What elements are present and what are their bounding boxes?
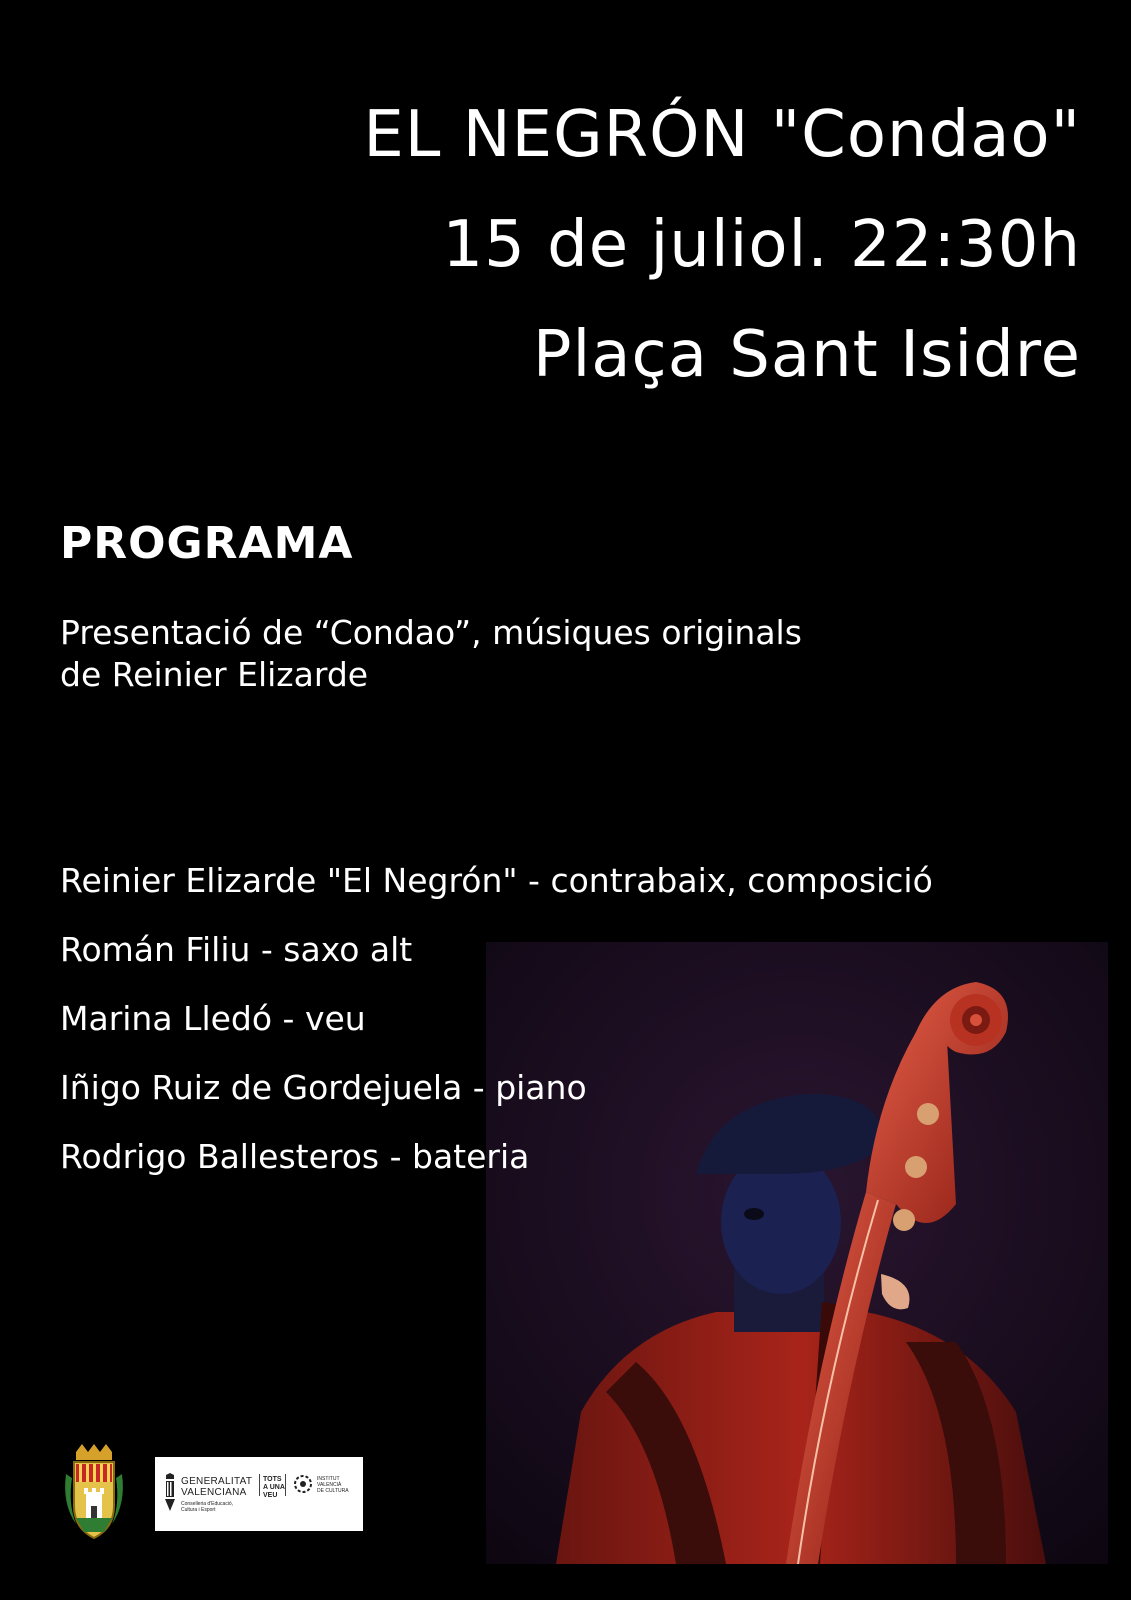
town-crest-icon xyxy=(58,1444,130,1544)
musician-list xyxy=(60,846,933,1191)
ivc-icon xyxy=(293,1474,313,1494)
generalitat-crest-icon xyxy=(164,1473,176,1513)
generalitat-name: GENERALITAT VALENCIANA xyxy=(181,1476,253,1498)
program-description xyxy=(60,612,980,696)
event-venue: Plaça Sant Isidre xyxy=(532,318,1081,392)
list-item: Román Filiu - saxo alt xyxy=(60,930,413,969)
list-item: Rodrigo Ballesteros - bateria xyxy=(60,1137,530,1176)
program-description-line: Presentació de “Condao”, músiques originals xyxy=(60,613,802,652)
institut-valencia-cultura: INSTITUT VALENCIÀ DE CULTURA xyxy=(317,1476,349,1494)
logo-divider xyxy=(259,1474,260,1496)
headline xyxy=(363,80,1081,410)
event-title: EL NEGRÓN "Condao" xyxy=(363,98,1081,172)
program-description-line: de Reinier Elizarde xyxy=(60,655,369,694)
list-item: Reinier Elizarde "El Negrón" - contrabaix, composició xyxy=(60,861,933,900)
generalitat-department: Conselleria d'Educació, Cultura i Esport xyxy=(181,1501,234,1513)
list-item: Marina Lledó - veu xyxy=(60,999,366,1038)
list-item: Iñigo Ruiz de Gordejuela - piano xyxy=(60,1068,587,1107)
logo-divider xyxy=(285,1474,286,1496)
event-date-time: 15 de juliol. 22:30h xyxy=(442,208,1081,282)
program-heading: PROGRAMA xyxy=(60,518,354,569)
generalitat-valenciana-logo xyxy=(155,1457,363,1531)
tots-a-una-veu-mark: TOTS A UNA VEU xyxy=(263,1476,285,1499)
